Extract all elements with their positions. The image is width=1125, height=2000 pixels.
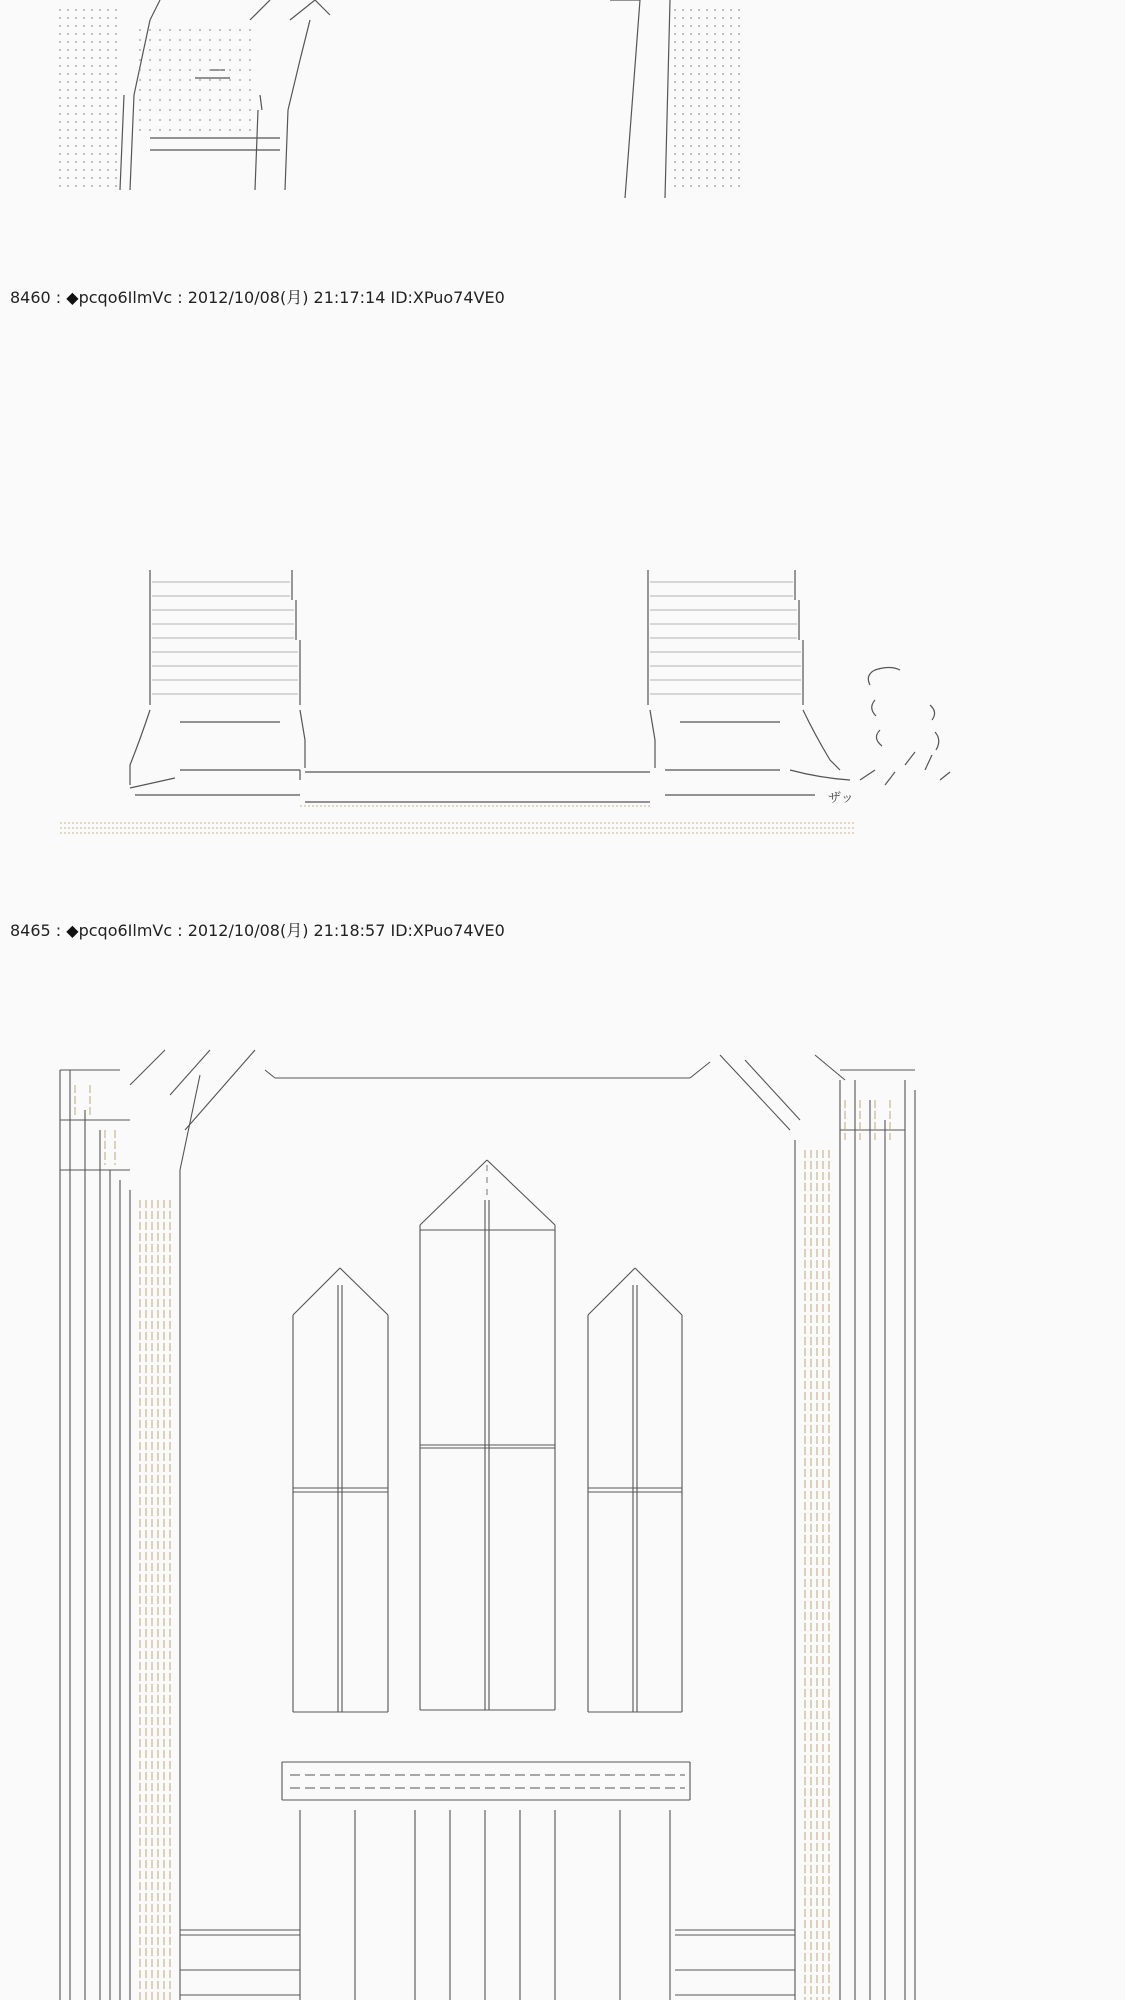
post-number: 8465	[10, 921, 51, 940]
trip-diamond-icon: ◆	[66, 288, 79, 307]
poster-name: pcqo6IlmVc	[78, 288, 173, 307]
ascii-art-boots	[0, 540, 1125, 850]
post-separator: :	[50, 288, 67, 307]
post-date: : 2012/10/08(月) 21:18:57	[172, 921, 386, 940]
trip-diamond-icon: ◆	[66, 921, 79, 940]
post-header-8465	[10, 918, 505, 941]
post-id: ID:XPuo74VE0	[385, 921, 505, 940]
poster-name: pcqo6IlmVc	[78, 921, 173, 940]
post-id: ID:XPuo74VE0	[385, 288, 505, 307]
ascii-art-top-fragment	[0, 0, 1125, 210]
sound-effect-text: ザッ	[828, 791, 854, 806]
post-date: : 2012/10/08(月) 21:17:14	[172, 288, 386, 307]
post-number: 8460	[10, 288, 51, 307]
ascii-art-cathedral	[0, 1040, 1125, 2000]
post-separator: :	[50, 921, 67, 940]
post-header-8460	[10, 285, 505, 308]
